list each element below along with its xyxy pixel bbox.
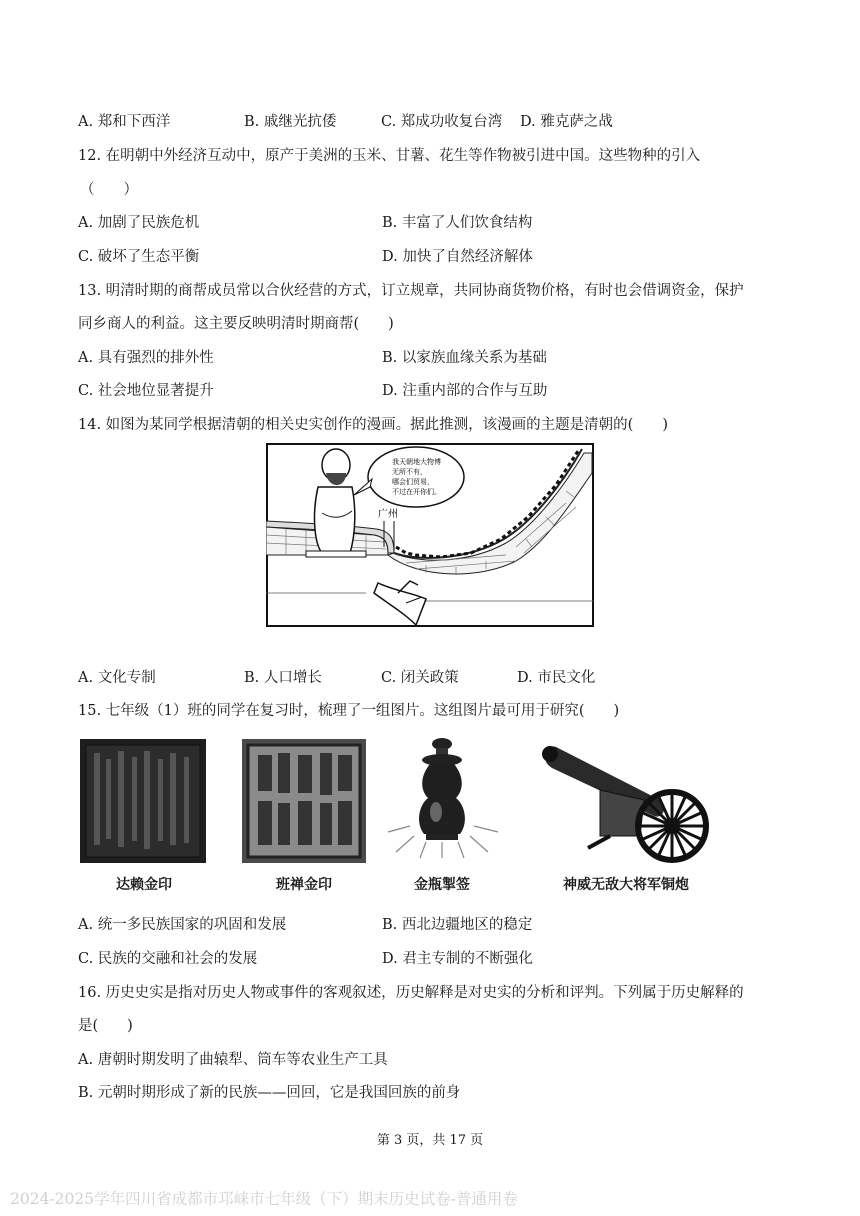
guangzhou-label: 广州 — [378, 509, 398, 520]
cannon-image — [540, 740, 712, 864]
q15-option-d: D. 君主专制的不断强化 — [382, 951, 533, 967]
watermark: 2024-2025学年四川省成都市邛崃市七年级（下）期末历史试卷-普通用卷 — [10, 1190, 518, 1208]
q11-option-b: B. 戚继光抗倭 — [244, 114, 337, 130]
golden-urn-caption: 金瓶掣签 — [414, 877, 470, 893]
speech-line-2: 无所不有， — [392, 468, 427, 476]
panchen-seal-image — [242, 739, 366, 863]
q14-cartoon — [266, 443, 594, 627]
q14-option-c: C. 闭关政策 — [381, 670, 459, 686]
q12-stem-bracket: （ ） — [80, 182, 138, 198]
q16-stem: 16. 历史史实是指对历史人物或事件的客观叙述，历史解释是对史实的分析和评判。下列属于历史解释的 — [78, 985, 744, 1001]
q16-option-b: B. 元朝时期形成了新的民族——回回，它是我国回族的前身 — [78, 1085, 461, 1101]
q14-option-d: D. 市民文化 — [517, 670, 596, 686]
q13-option-b: B. 以家族血缘关系为基础 — [382, 350, 547, 366]
q14-option-a: A. 文化专制 — [78, 670, 156, 686]
speech-line-1: 我天朝地大物博 — [392, 458, 441, 466]
q12-stem: 12. 在明朝中外经济互动中，原产于美洲的玉米、甘薯、花生等作物被引进中国。这些物种的引入 — [78, 148, 701, 164]
q12-option-c: C. 破坏了生态平衡 — [78, 249, 200, 265]
q15-option-b: B. 西北边疆地区的稳定 — [382, 917, 533, 933]
q14-option-b: B. 人口增长 — [244, 670, 322, 686]
q13-option-c: C. 社会地位显著提升 — [78, 383, 214, 399]
dalai-seal-caption: 达赖金印 — [116, 877, 172, 893]
q11-option-d: D. 雅克萨之战 — [520, 114, 613, 130]
panchen-seal-caption: 班禅金印 — [276, 877, 332, 893]
q15-stem: 15. 七年级（1）班的同学在复习时，梳理了一组图片。这组图片最可用于研究( ) — [78, 703, 620, 719]
q11-option-c: C. 郑成功收复台湾 — [381, 114, 503, 130]
page-number: 第 3 页，共 17 页 — [376, 1133, 484, 1148]
q12-option-b: B. 丰富了人们饮食结构 — [382, 215, 533, 231]
seal-icon — [242, 739, 366, 863]
cannon-icon — [540, 740, 712, 864]
cannon-caption: 神威无敌大将军铜炮 — [563, 877, 689, 893]
q13-stem-line2: 同乡商人的利益。这主要反映明清时期商帮( ) — [78, 316, 394, 332]
q16-option-a: A. 唐朝时期发明了曲辕犁、筒车等农业生产工具 — [78, 1052, 388, 1068]
dalai-seal-image — [80, 739, 206, 863]
seal-icon — [80, 739, 206, 863]
q14-stem: 14. 如图为某同学根据清朝的相关史实创作的漫画。据此推测，该漫画的主题是清朝的( ) — [78, 417, 668, 433]
golden-urn-image — [380, 736, 504, 860]
q12-option-d: D. 加快了自然经济解体 — [382, 249, 533, 265]
speech-line-3: 哪会们贸易， — [392, 478, 434, 486]
golden-urn-icon — [380, 736, 504, 860]
q13-option-a: A. 具有强烈的排外性 — [78, 350, 214, 366]
q16-stem-line2: 是( ) — [78, 1018, 133, 1034]
q15-option-c: C. 民族的交融和社会的发展 — [78, 951, 258, 967]
speech-line-4: 不过在开你们。 — [392, 488, 441, 496]
q13-stem: 13. 明清时期的商帮成员常以合伙经营的方式，订立规章，共同协商货物价格，有时也会借调资金，保护 — [78, 283, 744, 299]
q15-option-a: A. 统一多民族国家的巩固和发展 — [78, 917, 287, 933]
q11-option-a: A. 郑和下西洋 — [78, 114, 171, 130]
q12-option-a: A. 加剧了民族危机 — [78, 215, 200, 231]
q13-option-d: D. 注重内部的合作与互助 — [382, 383, 548, 399]
